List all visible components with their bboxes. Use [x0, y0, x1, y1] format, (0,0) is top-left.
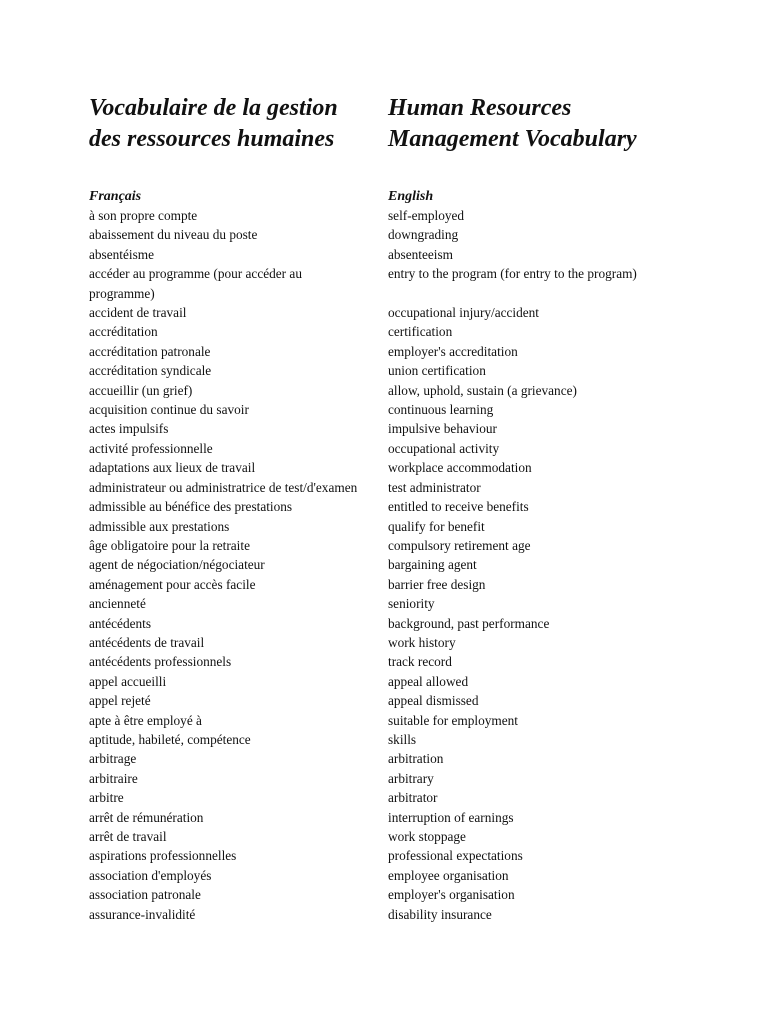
- english-term: self-employed: [388, 208, 465, 223]
- french-term: admissible aux prestations: [89, 518, 230, 534]
- french-term: administrateur ou administratrice de test/d'examen: [89, 479, 358, 495]
- english-term: background, past performance: [388, 615, 550, 631]
- vocabulary-row: [89, 846, 689, 865]
- english-term: track record: [388, 654, 452, 670]
- english-term: downgrading: [388, 227, 459, 243]
- english-term: arbitration: [388, 751, 444, 767]
- vocabulary-row: [89, 517, 689, 536]
- english-term: workplace accommodation: [388, 460, 532, 476]
- french-term: agent de négociation/négociateur: [89, 557, 265, 573]
- french-term: abaissement du niveau du poste: [89, 227, 258, 243]
- french-term: arbitre: [89, 790, 124, 806]
- english-term: absenteeism: [388, 246, 453, 262]
- french-term: arbitraire: [89, 770, 138, 786]
- vocabulary-row: [89, 458, 689, 477]
- vocabulary-row: [89, 749, 689, 768]
- vocabulary-row: [89, 381, 689, 400]
- vocabulary-row: [89, 711, 689, 730]
- english-term: appeal allowed: [388, 673, 469, 689]
- french-term: appel rejeté: [89, 693, 151, 709]
- vocabulary-row: [89, 575, 689, 594]
- vocabulary-row: [89, 400, 689, 419]
- english-term: union certification: [388, 363, 486, 379]
- english-term: appeal dismissed: [388, 693, 479, 709]
- english-term: seniority: [388, 596, 435, 612]
- title-french-line-1: Vocabulaire de la gestion: [89, 95, 338, 121]
- vocabulary-row: [89, 245, 689, 264]
- english-term: employer's organisation: [388, 887, 515, 903]
- english-term: arbitrator: [388, 790, 438, 806]
- english-term: interruption of earnings: [388, 809, 514, 825]
- english-term: professional expectations: [388, 848, 523, 864]
- french-term: acquisition continue du savoir: [89, 402, 249, 418]
- title-english-line-1: Human Resources: [388, 95, 572, 121]
- french-term: activité professionnelle: [89, 440, 213, 456]
- english-term: occupational activity: [388, 440, 500, 456]
- french-term: ancienneté: [89, 596, 146, 612]
- english-term: skills: [388, 731, 417, 747]
- french-term: aptitude, habileté, compétence: [89, 731, 251, 747]
- vocabulary-row: [89, 303, 689, 322]
- english-term: entitled to receive benefits: [388, 499, 529, 515]
- vocabulary-row: [89, 614, 689, 633]
- vocabulary-row: [89, 652, 689, 671]
- vocabulary-row: [89, 225, 689, 244]
- french-term: antécédents: [89, 615, 152, 631]
- english-term: work history: [388, 634, 456, 650]
- vocabulary-row: [89, 497, 689, 516]
- french-term: accréditation syndicale: [89, 363, 212, 379]
- vocabulary-row: [89, 594, 689, 613]
- french-term: arrêt de travail: [89, 829, 167, 844]
- french-term: apte à être employé à: [89, 712, 202, 728]
- french-term: accréditation patronale: [89, 343, 211, 359]
- vocabulary-row: [89, 672, 689, 691]
- french-term: appel accueilli: [89, 673, 167, 689]
- vocabulary-row: [89, 206, 689, 225]
- english-term: certification: [388, 324, 453, 340]
- french-term: association patronale: [89, 887, 201, 903]
- vocabulary-row: [89, 866, 689, 885]
- english-term: allow, uphold, sustain (a grievance): [388, 382, 577, 398]
- vocabulary-row: [89, 905, 689, 924]
- column-header-french: Français: [89, 189, 142, 204]
- french-term: arrêt de rémunération: [89, 809, 204, 825]
- vocabulary-row: [89, 788, 689, 807]
- french-term: accident de travail: [89, 305, 187, 321]
- english-term: impulsive behaviour: [388, 421, 497, 437]
- vocabulary-row: [89, 808, 689, 827]
- french-term: accréditation: [89, 324, 158, 340]
- vocabulary-row: [89, 633, 689, 652]
- english-term: suitable for employment: [388, 712, 518, 728]
- french-term: absentéisme: [89, 246, 154, 262]
- french-term: assurance-invalidité: [89, 906, 196, 922]
- vocabulary-row: [89, 691, 689, 710]
- french-term: antécédents de travail: [89, 634, 205, 650]
- english-term: test administrator: [388, 479, 481, 495]
- english-term: entry to the program (for entry to the program): [388, 266, 637, 282]
- column-header-english: English: [388, 189, 434, 204]
- vocabulary-row: [89, 419, 689, 438]
- vocabulary-row: [89, 264, 689, 303]
- french-term: adaptations aux lieux de travail: [89, 460, 256, 476]
- french-term: admissible au bénéfice des prestations: [89, 499, 293, 515]
- french-term: actes impulsifs: [89, 421, 169, 437]
- english-term: work stoppage: [388, 829, 466, 844]
- vocabulary-row: [89, 827, 689, 846]
- english-term: barrier free design: [388, 576, 486, 592]
- french-term: aspirations professionnelles: [89, 848, 237, 864]
- english-term: disability insurance: [388, 906, 492, 922]
- title-english: [388, 93, 688, 155]
- vocabulary-row: [89, 769, 689, 788]
- vocabulary-row: [89, 885, 689, 904]
- vocabulary-row: [89, 730, 689, 749]
- vocabulary-row: [89, 478, 689, 497]
- title-french: [89, 93, 381, 155]
- vocabulary-row: [89, 342, 689, 361]
- vocabulary-list: [89, 206, 689, 924]
- english-term: arbitrary: [388, 770, 434, 786]
- french-term: à son propre compte: [89, 208, 198, 223]
- english-term: occupational injury/accident: [388, 305, 540, 321]
- french-term: aménagement pour accès facile: [89, 576, 256, 592]
- english-term: employer's accreditation: [388, 343, 518, 359]
- french-term: âge obligatoire pour la retraite: [89, 537, 250, 553]
- title-french-line-2: des ressources humaines: [89, 126, 335, 152]
- french-term: arbitrage: [89, 751, 137, 767]
- vocabulary-row: [89, 536, 689, 555]
- english-term: compulsory retirement age: [388, 537, 531, 553]
- english-term: bargaining agent: [388, 557, 477, 573]
- french-term: accueillir (un grief): [89, 382, 193, 398]
- french-term: accéder au programme (pour accéder au programme): [89, 266, 302, 301]
- french-term: antécédents professionnels: [89, 654, 232, 670]
- title-english-line-2: Management Vocabulary: [388, 126, 637, 152]
- english-term: continuous learning: [388, 402, 494, 418]
- vocabulary-row: [89, 439, 689, 458]
- english-term: employee organisation: [388, 867, 509, 883]
- vocabulary-row: [89, 361, 689, 380]
- vocabulary-row: [89, 322, 689, 341]
- vocabulary-row: [89, 555, 689, 574]
- french-term: association d'employés: [89, 867, 212, 883]
- english-term: qualify for benefit: [388, 518, 485, 534]
